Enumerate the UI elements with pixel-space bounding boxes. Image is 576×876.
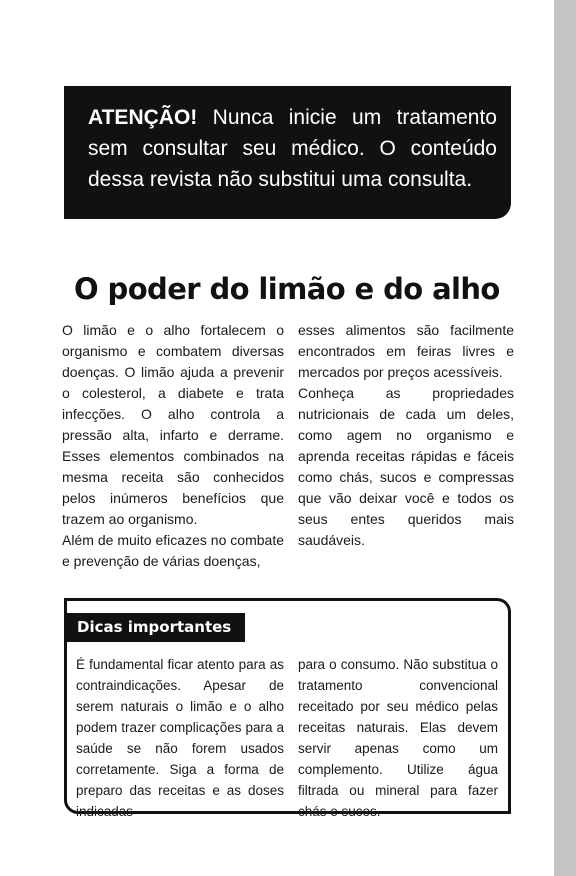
article-paragraph: Conheça as propriedades nutricionais de cada um deles, como agem no organismo e aprenda receitas rápidas e fáceis como chás, sucos e compressas que vão deixar você e todos os seus entes queridos mais saudáveis. (298, 385, 514, 548)
article-title: O poder do limão e do alho (74, 272, 500, 306)
tips-left-column (76, 654, 284, 822)
warning-text (88, 102, 497, 195)
warning-box (64, 86, 511, 219)
article-paragraph: Além de muito eficazes no combate e prevenção de várias doenças, (62, 532, 284, 569)
article-paragraph: O limão e o alho fortalecem o organismo e combatem diversas doenças. O limão ajuda a prevenir o colesterol, a diabete e trata infecções. O alho controla a pressão alta, infarto e derrame. Esses elementos combinados na mesma receita são conhecidos pelos inúmeros benefícios que trazem ao organismo. (62, 322, 284, 527)
tips-right-column (298, 654, 498, 822)
warning-bold: ATENÇÃO! (88, 106, 198, 129)
tips-paragraph: É fundamental ficar atento para as contraindicações. Apesar de serem naturais o limão e o alho podem trazer complicações para a saúde se não forem usados corretamente. Siga a forma de preparo das receitas e as doses indicadas (76, 657, 284, 819)
article-right-column (298, 320, 514, 551)
side-strip (554, 0, 576, 876)
tips-label: Dicas importantes (67, 613, 245, 642)
tips-paragraph: para o consumo. Não substitua o tratamento convencional receitado por seu médico pelas receitas naturais. Elas devem servir apenas como um complemento. Utilize água filtrada ou mineral para fazer chás e sucos. (298, 657, 498, 819)
article-left-column (62, 320, 284, 572)
warning-body: Nunca inicie um tratamento sem consultar seu médico. O conteúdo dessa revista não substitui uma consulta. (88, 106, 497, 191)
article-paragraph: esses alimentos são facilmente encontrados em feiras livres e mercados por preços acessíveis. (298, 322, 514, 380)
